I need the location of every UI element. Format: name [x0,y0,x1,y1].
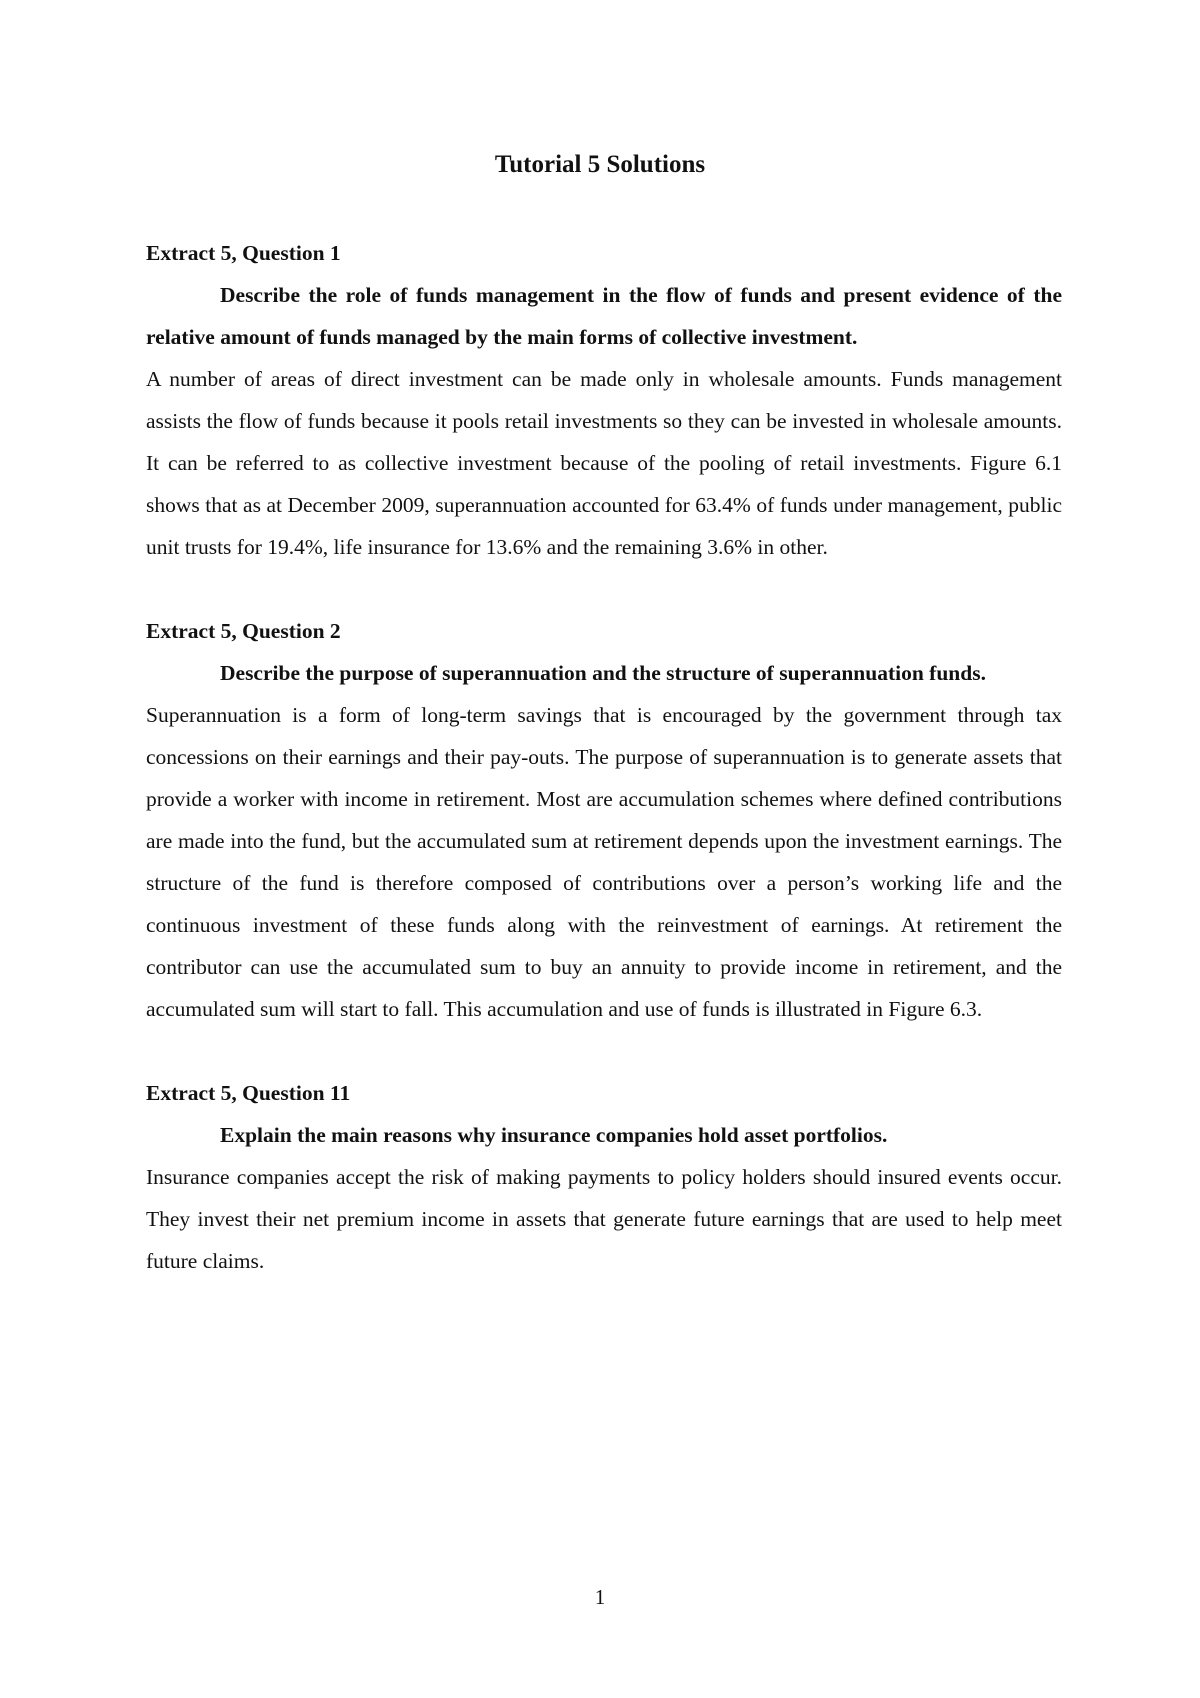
answer-text: Superannuation is a form of long-term savings that is encouraged by the government through tax concessions on their earnings and their pay-outs. The purpose of superannuation is to generate assets that provide a worker with income in retirement. Most are accumulation schemes where defined contributions are made into the fund, but the accumulated sum at retirement depends upon the investment earnings. The structure of the fund is therefore composed of contributions over a person’s working life and the continuous investment of these funds along with the reinvestment of earnings. At retirement the contributor can use the accumulated sum to buy an annuity to provide income in retirement, and the accumulated sum will start to fall. This accumulation and use of funds is illustrated in Figure 6.3. [146,703,1062,1021]
section-heading: Extract 5, Question 11 [146,1081,351,1105]
section-heading: Extract 5, Question 1 [146,241,341,265]
question-text: Explain the main reasons why insurance companies hold asset portfolios. [220,1123,888,1147]
answer-text: A number of areas of direct investment can be made only in wholesale amounts. Funds management assists the flow of funds because it pools retail investments so they can be invested in wholesale amounts. It can be referred to as collective investment because of the pooling of retail investments. Figure 6.1 shows that as at December 2009, superannuation accounted for 63.4% of funds under management, public unit trusts for 19.4%, life insurance for 13.6% and the remaining 3.6% in other. [146,367,1062,559]
section-heading: Extract 5, Question 2 [146,619,341,643]
question-text: Describe the purpose of superannuation and the structure of superannuation funds. [220,661,986,685]
question-text: Describe the role of funds management in the flow of funds and present evidence of the relative amount of funds managed by the main forms of collective investment. [146,283,1062,349]
section-question-2 [146,610,1062,1030]
document-body [146,232,1062,1324]
page-number: 1 [594,1585,606,1609]
answer-text: Insurance companies accept the risk of making payments to policy holders should insured events occur. They invest their net premium income in assets that generate future earnings that are used to help meet future claims. [146,1165,1062,1273]
section-question-11 [146,1072,1062,1282]
section-question-1 [146,232,1062,568]
document-title: Tutorial 5 Solutions [494,151,706,178]
